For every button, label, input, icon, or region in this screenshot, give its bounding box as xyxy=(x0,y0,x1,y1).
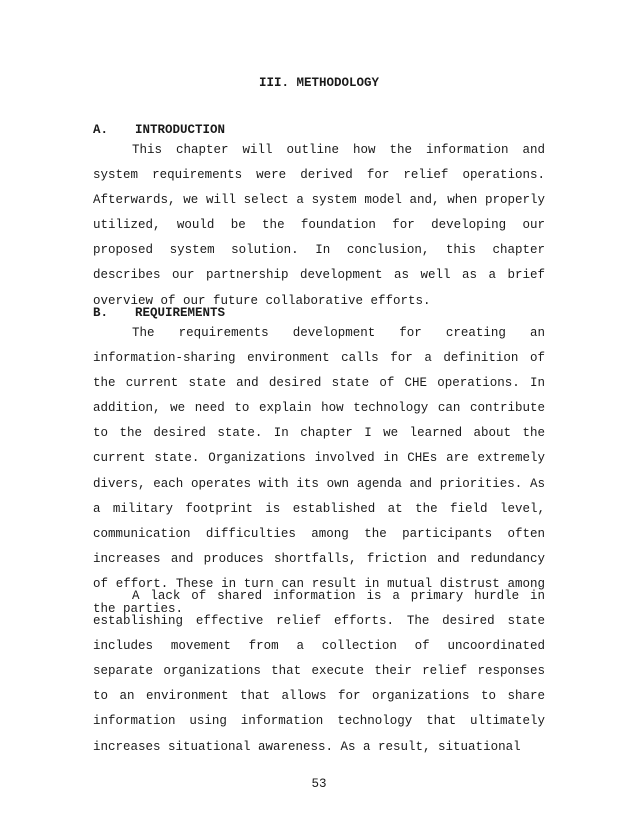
section-letter: B. xyxy=(93,306,109,320)
section-letter: A. xyxy=(93,123,109,137)
chapter-title: III. METHODOLOGY xyxy=(258,76,380,90)
page-number: 53 xyxy=(311,777,327,791)
section-title: REQUIREMENTS xyxy=(135,306,226,320)
section-title: INTRODUCTION xyxy=(135,123,226,137)
paragraph-introduction: This chapter will outline how the information and system requirements were derived for relief operations. Afterwards, we will select a system model and, when properly utilized, would be the foundation for developing our proposed system solution. In conclusion, this chapter describes our partnership development as well as a brief overview of our future collaborative efforts. xyxy=(93,143,545,308)
paragraph-requirements-1: The requirements development for creating an information-sharing environment calls for a definition of the current state and desired state of CHE operations. In addition, we need to explain how technology can contribute to the desired state. In chapter I we learned about the current state. Organizations involved in CHEs are extremely divers, each operates with its own agenda and priorities. As a military footprint is established at the field level, communication difficulties among the participants often increases and produces shortfalls, friction and redundancy of effort. These in turn can result in mutual distrust among the parties. xyxy=(93,326,545,617)
paragraph-requirements-2: A lack of shared information is a primary hurdle in establishing effective relief efforts. The desired state includes movement from a collection of uncoordinated separate organizations that execute their relief responses to an environment that allows for organizations to share information using information technology that ultimately increases situational awareness. As a result, situational xyxy=(93,589,545,754)
